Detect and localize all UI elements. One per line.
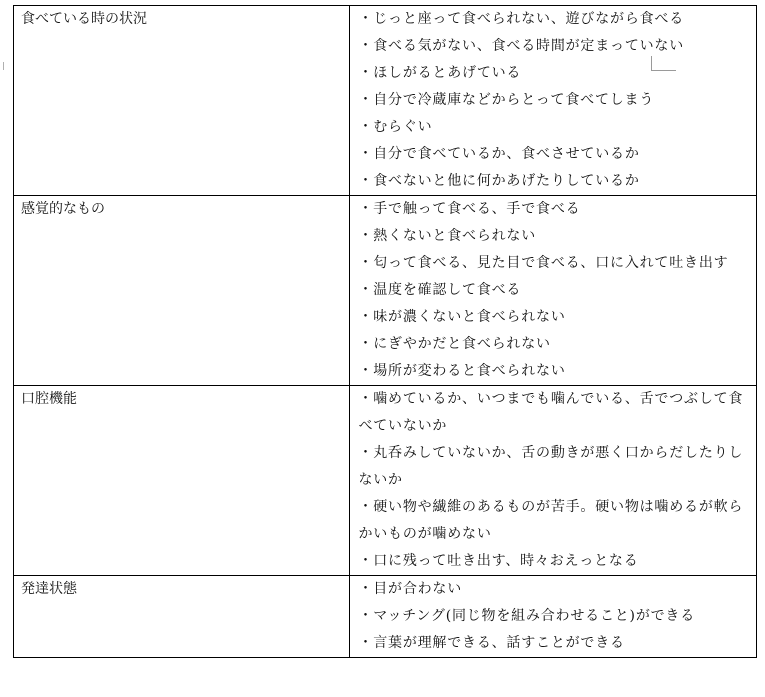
category-label: 感覚的なもの: [21, 201, 105, 217]
list-item: ・食べる気がない、食べる時間が定まっていない: [358, 38, 685, 54]
category-cell: [14, 576, 350, 658]
list-item: ・自分で冷蔵庫などからとって食べてしまう: [358, 92, 655, 108]
item-list: [350, 196, 756, 385]
text-boundary-corner-mark: [651, 56, 676, 71]
list-item: ・丸呑みしていないか、舌の動きが悪く口からだしたりしないか: [358, 445, 744, 488]
list-item: ・言葉が理解できる、話すことができる: [358, 635, 625, 651]
observation-table: [13, 5, 757, 658]
margin-tick: [3, 62, 4, 70]
items-cell: [350, 386, 757, 576]
item-list: [350, 576, 756, 657]
list-item: ・じっと座って食べられない、遊びながら食べる: [358, 11, 685, 27]
list-item: ・温度を確認して食べる: [358, 282, 522, 298]
category-cell: [14, 6, 350, 196]
list-item: ・場所が変わると食べられない: [358, 363, 566, 379]
table-row-sensory: [14, 196, 757, 386]
item-list: [350, 386, 756, 575]
list-item: ・マッチング(同じ物を組み合わせること)ができる: [358, 608, 696, 624]
list-item: ・硬い物や繊維のあるものが苦手。硬い物は噛めるが軟らかいものが噛めない: [358, 499, 744, 542]
category-cell: [14, 196, 350, 386]
category-label: 口腔機能: [21, 391, 77, 407]
list-item: ・自分で食べているか、食べさせているか: [358, 146, 640, 162]
list-item: ・匂って食べる、見た目で食べる、口に入れて吐き出す: [358, 255, 729, 271]
list-item: ・味が濃くないと食べられない: [358, 309, 566, 325]
items-cell: [350, 576, 757, 658]
list-item: ・ほしがるとあげている: [358, 65, 522, 81]
items-cell: [350, 196, 757, 386]
list-item: ・にぎやかだと食べられない: [358, 336, 551, 352]
list-item: ・口に残って吐き出す、時々おえっとなる: [358, 553, 639, 569]
list-item: ・目が合わない: [358, 581, 463, 597]
table-row-development: [14, 576, 757, 658]
list-item: ・むらぐい: [358, 119, 433, 135]
item-list: [350, 6, 756, 195]
list-item: ・食べないと他に何かあげたりしているか: [358, 173, 640, 189]
table-row-oral-function: [14, 386, 757, 576]
list-item: ・噛めているか、いつまでも噛んでいる、舌でつぶして食べていないか: [358, 391, 744, 434]
list-item: ・手で触って食べる、手で食べる: [358, 201, 581, 217]
category-label: 食べている時の状況: [21, 11, 147, 27]
table-row-situation: [14, 6, 757, 196]
category-cell: [14, 386, 350, 576]
category-label: 発達状態: [21, 581, 77, 597]
items-cell: [350, 6, 757, 196]
list-item: ・熱くないと食べられない: [358, 228, 537, 244]
